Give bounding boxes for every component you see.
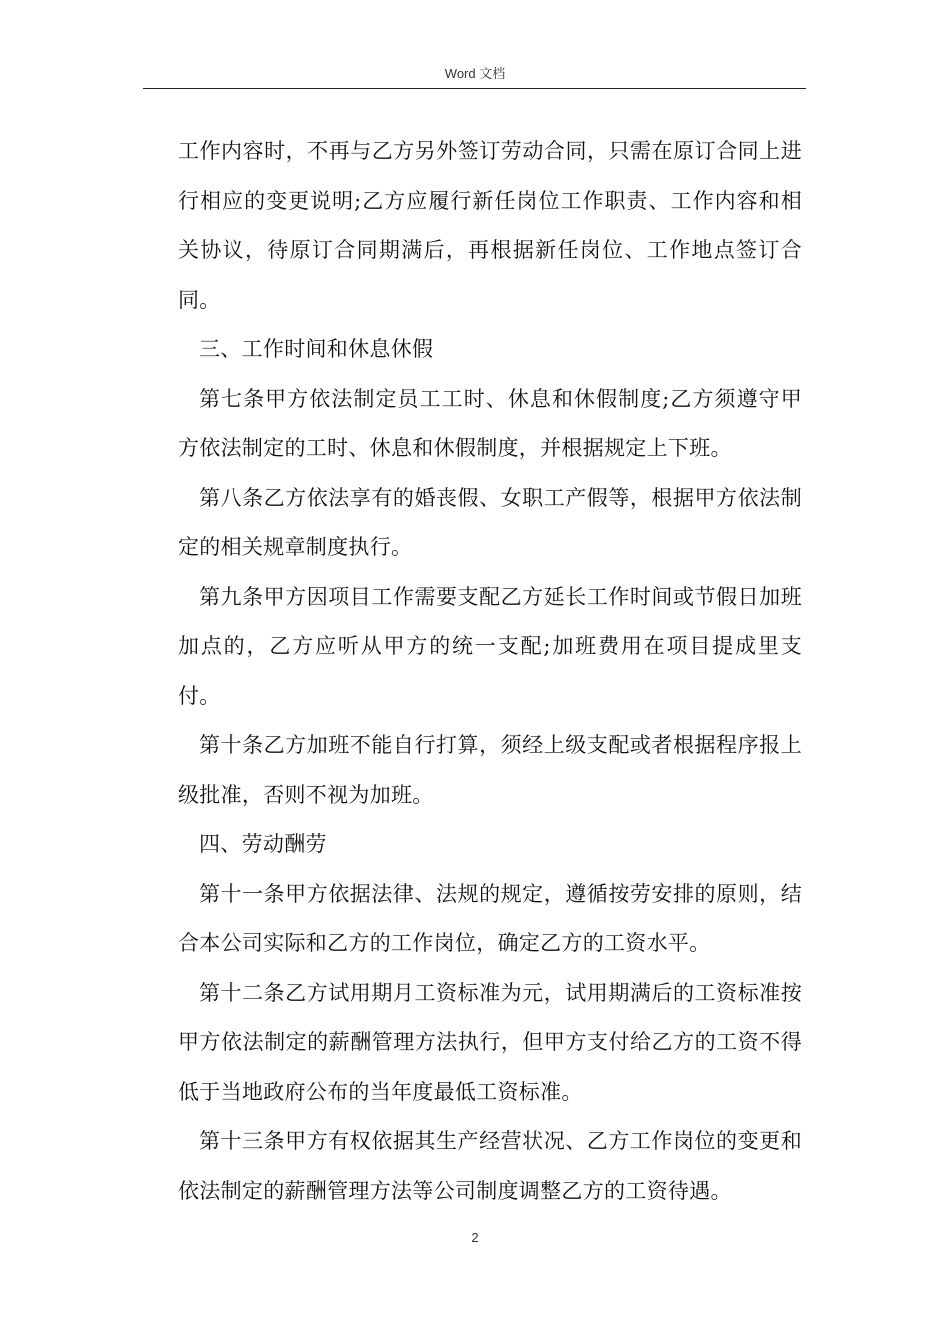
page-header-title: Word 文档 xyxy=(444,66,506,81)
header-divider xyxy=(143,88,806,89)
section-heading-remuneration: 四、劳动酬劳 xyxy=(199,832,327,856)
section-heading-work-hours: 三、工作时间和休息休假 xyxy=(199,337,434,361)
article-7: 第七条甲方依法制定员工工时、休息和休假制度;乙方须遵守甲方依法制定的工时、休息和休假制度，并根据规定上下班。 xyxy=(178,386,802,460)
article-11: 第十一条甲方依据法律、法规的规定，遵循按劳安排的原则，结合本公司实际和乙方的工作岗位，确定乙方的工资水平。 xyxy=(178,881,802,955)
paragraph-continuation: 工作内容时，不再与乙方另外签订劳动合同，只需在原订合同上进行相应的变更说明;乙方应履行新任岗位工作职责、工作内容和相关协议，待原订合同期满后，再根据新任岗位、工作地点签订合同。 xyxy=(178,139,802,312)
article-9: 第九条甲方因项目工作需要支配乙方延长工作时间或节假日加班加点的，乙方应听从甲方的统一支配;加班费用在项目提成里支付。 xyxy=(178,584,802,708)
article-12: 第十二条乙方试用期月工资标准为元，试用期满后的工资标准按甲方依法制定的薪酬管理方法执行，但甲方支付给乙方的工资不得低于当地政府公布的当年度最低工资标准。 xyxy=(178,980,802,1104)
page-number: 2 xyxy=(471,1230,479,1245)
article-10: 第十条乙方加班不能自行打算，须经上级支配或者根据程序报上级批准，否则不视为加班。 xyxy=(178,733,802,807)
document-body xyxy=(178,127,802,1216)
article-13: 第十三条甲方有权依据其生产经营状况、乙方工作岗位的变更和依法制定的薪酬管理方法等公司制度调整乙方的工资待遇。 xyxy=(178,1129,802,1203)
article-8: 第八条乙方依法享有的婚丧假、女职工产假等，根据甲方依法制定的相关规章制度执行。 xyxy=(178,485,802,559)
